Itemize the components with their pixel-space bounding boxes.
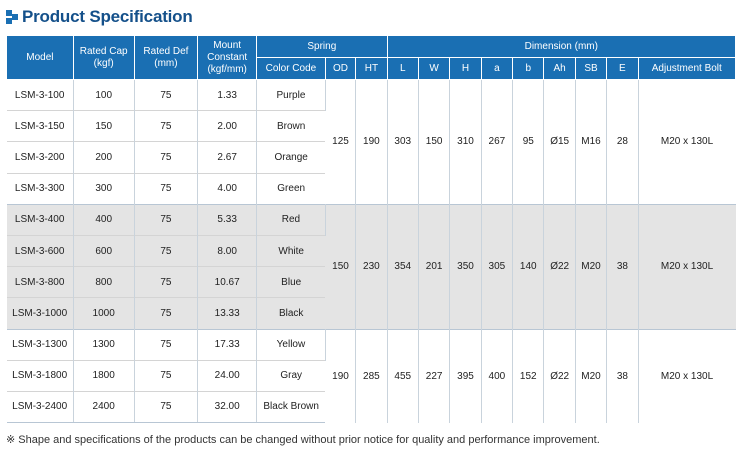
cell-rated-cap: 1800 [73, 360, 134, 391]
col-w: W [418, 58, 449, 80]
cell-w: 150 [418, 80, 449, 205]
cell-w: 227 [418, 329, 449, 423]
row-group-2 [7, 204, 736, 329]
cell-od: 125 [325, 80, 355, 205]
cell-model: LSM-3-600 [7, 235, 74, 266]
cell-rated-cap: 2400 [73, 391, 134, 422]
col-b: b [513, 58, 544, 80]
cell-model: LSM-3-150 [7, 111, 74, 142]
col-adjustment-bolt: Adjustment Bolt [638, 58, 735, 80]
cell-sb: M20 [575, 329, 606, 423]
cell-od: 150 [325, 204, 355, 329]
col-mount-constant: Mount Constant (kgf/mm) [198, 36, 257, 80]
cell-rated-def: 75 [134, 298, 198, 329]
cell-model: LSM-3-1300 [7, 329, 74, 360]
cell-rated-cap: 800 [73, 267, 134, 298]
cell-rated-def: 75 [134, 391, 198, 422]
cell-h: 310 [450, 80, 481, 205]
cell-mount-constant: 32.00 [198, 391, 257, 422]
col-ah: Ah [544, 58, 575, 80]
page-title: Product Specification [22, 7, 193, 26]
cell-color-code: Black Brown [257, 391, 326, 422]
cell-model: LSM-3-800 [7, 267, 74, 298]
col-l: L [387, 58, 418, 80]
col-rated-def: Rated Def (mm) [134, 36, 198, 80]
cell-rated-cap: 400 [73, 204, 134, 235]
cell-rated-def: 75 [134, 142, 198, 173]
cell-color-code: Blue [257, 267, 326, 298]
col-model: Model [7, 36, 74, 80]
col-ht: HT [356, 58, 387, 80]
cell-adjustment-bolt: M20 x 130L [638, 329, 735, 423]
cell-mount-constant: 8.00 [198, 235, 257, 266]
row-group-3 [7, 329, 736, 423]
cell-l: 354 [387, 204, 418, 329]
col-group-spring: Spring [257, 36, 388, 58]
col-sb: SB [575, 58, 606, 80]
cell-model: LSM-3-100 [7, 80, 74, 111]
cell-e: 28 [607, 80, 638, 205]
table-row [7, 80, 736, 111]
cell-model: LSM-3-200 [7, 142, 74, 173]
cell-mount-constant: 2.67 [198, 142, 257, 173]
col-group-dimension: Dimension (mm) [387, 36, 735, 58]
cell-rated-cap: 300 [73, 173, 134, 204]
cell-mount-constant: 24.00 [198, 360, 257, 391]
cell-adjustment-bolt: M20 x 130L [638, 204, 735, 329]
cell-b: 95 [513, 80, 544, 205]
cell-mount-constant: 1.33 [198, 80, 257, 111]
cell-model: LSM-3-300 [7, 173, 74, 204]
cell-model: LSM-3-2400 [7, 391, 74, 422]
cell-rated-def: 75 [134, 235, 198, 266]
cell-color-code: Black [257, 298, 326, 329]
cell-a: 400 [481, 329, 512, 423]
cell-model: LSM-3-1000 [7, 298, 74, 329]
cell-b: 140 [513, 204, 544, 329]
cell-w: 201 [418, 204, 449, 329]
cell-rated-cap: 1300 [73, 329, 134, 360]
col-color-code: Color Code [257, 58, 326, 80]
row-group-1 [7, 80, 736, 205]
cell-a: 267 [481, 80, 512, 205]
cell-mount-constant: 10.67 [198, 267, 257, 298]
cell-model: LSM-3-400 [7, 204, 74, 235]
cell-rated-def: 75 [134, 80, 198, 111]
cell-rated-cap: 600 [73, 235, 134, 266]
col-rated-cap: Rated Cap (kgf) [73, 36, 134, 80]
col-e: E [607, 58, 638, 80]
cell-ht: 285 [356, 329, 387, 423]
col-a: a [481, 58, 512, 80]
cell-rated-def: 75 [134, 204, 198, 235]
cell-l: 455 [387, 329, 418, 423]
cell-mount-constant: 5.33 [198, 204, 257, 235]
cell-l: 303 [387, 80, 418, 205]
cell-color-code: Orange [257, 142, 326, 173]
cell-mount-constant: 13.33 [198, 298, 257, 329]
cell-ht: 230 [356, 204, 387, 329]
cell-mount-constant: 2.00 [198, 111, 257, 142]
cell-adjustment-bolt: M20 x 130L [638, 80, 735, 205]
cell-color-code: Red [257, 204, 326, 235]
cell-e: 38 [607, 329, 638, 423]
cell-a: 305 [481, 204, 512, 329]
col-h: H [450, 58, 481, 80]
cell-rated-cap: 200 [73, 142, 134, 173]
cell-color-code: Gray [257, 360, 326, 391]
cell-rated-def: 75 [134, 267, 198, 298]
cell-color-code: Yellow [257, 329, 326, 360]
section-heading [6, 4, 193, 30]
cell-mount-constant: 17.33 [198, 329, 257, 360]
cell-rated-def: 75 [134, 360, 198, 391]
cell-b: 152 [513, 329, 544, 423]
cell-color-code: Purple [257, 80, 326, 111]
cell-model: LSM-3-1800 [7, 360, 74, 391]
cell-ht: 190 [356, 80, 387, 205]
col-od: OD [325, 58, 355, 80]
cell-ah: Ø22 [544, 329, 575, 423]
cell-od: 190 [325, 329, 355, 423]
cell-ah: Ø15 [544, 80, 575, 205]
table-row [7, 329, 736, 360]
table-row [7, 204, 736, 235]
cell-rated-cap: 150 [73, 111, 134, 142]
cell-rated-def: 75 [134, 173, 198, 204]
cell-h: 350 [450, 204, 481, 329]
cell-mount-constant: 4.00 [198, 173, 257, 204]
cell-rated-cap: 100 [73, 80, 134, 111]
cell-sb: M16 [575, 80, 606, 205]
cell-color-code: Brown [257, 111, 326, 142]
spec-table [6, 35, 736, 423]
table-header [7, 36, 736, 80]
cell-rated-def: 75 [134, 329, 198, 360]
cell-color-code: White [257, 235, 326, 266]
section-bullet-icon [6, 10, 18, 24]
cell-ah: Ø22 [544, 204, 575, 329]
cell-color-code: Green [257, 173, 326, 204]
footnote: ※ Shape and specifications of the products can be changed without prior notice for quality and performance improvement. [6, 434, 600, 446]
cell-rated-cap: 1000 [73, 298, 134, 329]
cell-e: 38 [607, 204, 638, 329]
cell-rated-def: 75 [134, 111, 198, 142]
cell-sb: M20 [575, 204, 606, 329]
cell-h: 395 [450, 329, 481, 423]
